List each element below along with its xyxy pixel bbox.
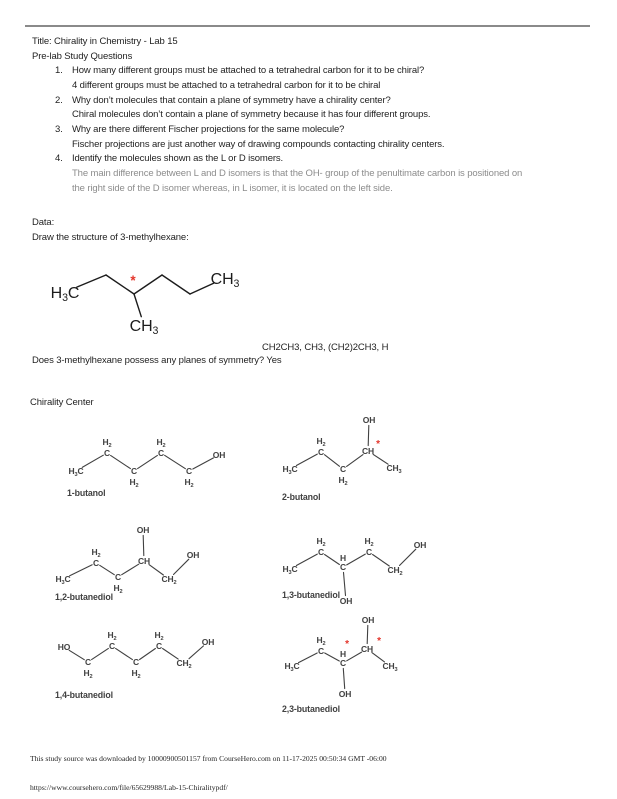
svg-text:C: C (185, 466, 193, 477)
structure-1-2-butanediol (55, 520, 255, 609)
svg-text:CH3: CH3 (382, 661, 398, 673)
svg-text:H2: H2 (316, 536, 326, 548)
molecule-drawing (275, 408, 460, 506)
svg-text:H2: H2 (83, 668, 93, 680)
molecule-drawing (275, 608, 465, 722)
svg-text:H3C: H3C (68, 466, 84, 478)
answer-text: Fischer projections are just another way of drawing compounds contacting chirality centers. (72, 138, 445, 150)
svg-text:OH: OH (186, 550, 200, 561)
svg-text:H3C: H3C (282, 464, 298, 476)
svg-text:H2: H2 (102, 437, 112, 449)
svg-text:C: C (108, 641, 116, 652)
svg-text:C: C (339, 658, 347, 669)
molecule-drawing (40, 252, 280, 348)
prelab-section (32, 35, 577, 196)
svg-text:OH: OH (136, 525, 150, 536)
svg-text:OH: OH (413, 540, 427, 551)
svg-text:C: C (130, 466, 138, 477)
structure-2-butanol (275, 408, 460, 509)
svg-text:H: H (339, 649, 347, 660)
svg-text:H2: H2 (129, 477, 139, 489)
svg-text:H3C: H3C (282, 564, 298, 576)
structure-label: 2,3-butanediol (282, 704, 340, 714)
svg-text:C: C (92, 558, 100, 569)
question-text: How many different groups must be attached to a tetrahedral carbon for it to be chiral? (72, 65, 425, 77)
svg-text:H2: H2 (156, 437, 166, 449)
svg-text:C: C (317, 547, 325, 558)
svg-text:C: C (84, 657, 92, 668)
question-item (32, 152, 577, 196)
svg-text:H2: H2 (154, 630, 164, 642)
answer-text: 4 different groups must be attached to a tetrahedral carbon for it to be chiral (72, 79, 381, 91)
svg-text:H2: H2 (316, 635, 326, 647)
question-number: 1. (55, 65, 63, 77)
question-text: Why are there different Fischer projections for the same molecule? (72, 123, 345, 135)
structure-label: 1-butanol (67, 488, 106, 498)
question-number: 4. (55, 153, 63, 165)
svg-text:C: C (114, 572, 122, 583)
answer-text: Chiral molecules don’t contain a plane of symmetry because it has four different groups. (72, 109, 431, 121)
svg-text:CH3: $CH_3$ (210, 270, 240, 290)
svg-text:C: C (317, 447, 325, 458)
structure-3-methylhexane (40, 252, 280, 351)
svg-text:C: C (365, 547, 373, 558)
prelab-heading: Pre-lab Study Questions (32, 50, 133, 62)
structure-label: 1,2-butanediol (55, 592, 113, 602)
download-attribution: This study source was downloaded by 10000900501157 from CourseHero.com on 11-17-2025 00:50:34 GMT -06:00 (30, 754, 387, 763)
question-number: 3. (55, 123, 63, 135)
svg-text:C: C (339, 464, 347, 475)
svg-text:H2: H2 (91, 547, 101, 559)
document-title: Title: Chirality in Chemistry - Lab 15 (32, 36, 178, 47)
svg-text:CH3: $CH_3$ (129, 317, 159, 337)
answer-text: The main difference between L and D isomers is that the OH- group of the penultimate carbon is positioned on the right side of the D isomer whereas, in L isomer, it is located on the left side. (72, 167, 523, 194)
svg-text:H2: H2 (316, 436, 326, 448)
svg-text:CH2: CH2 (387, 565, 403, 577)
svg-text:H3C: H3C (55, 574, 71, 586)
substituent-list: CH2CH3, CH3, (CH2)2CH3, H (262, 342, 389, 353)
svg-text:H2: H2 (107, 630, 117, 642)
svg-text:OH: OH (212, 450, 226, 461)
svg-text:OH: OH (339, 596, 353, 607)
question-text: Identify the molecules shown as the L or D isomers. (72, 153, 284, 165)
structure-1-3-butanediol (275, 525, 475, 613)
svg-text:CH: CH (137, 556, 151, 567)
molecule-drawing (55, 625, 270, 705)
svg-text:C: C (317, 646, 325, 657)
structure-1-butanol (55, 432, 245, 505)
top-rule (25, 25, 590, 27)
chiral-center-asterisk: * (376, 438, 380, 450)
chiral-center-asterisk: * (377, 635, 381, 647)
chiral-center-asterisk: * (345, 638, 349, 650)
svg-text:CH3: CH3 (386, 463, 402, 475)
data-heading: Data: (32, 217, 55, 228)
structure-label: 1,4-butanediol (55, 690, 113, 700)
svg-text:C: C (155, 641, 163, 652)
svg-text:H2: H2 (184, 477, 194, 489)
symmetry-question: Does 3-methylhexane possess any planes of symmetry? Yes (32, 355, 282, 366)
draw-prompt: Draw the structure of 3-methylhexane: (32, 231, 189, 243)
question-item (32, 94, 577, 123)
chiral-center-asterisk: * (130, 272, 136, 288)
question-text: Why don’t molecules that contain a plane of symmetry have a chirality center? (72, 94, 391, 106)
svg-text:CH: CH (361, 446, 375, 457)
molecule-drawing (275, 525, 475, 610)
data-section (32, 216, 532, 245)
svg-text:HO: HO (57, 642, 71, 653)
svg-text:OH: OH (361, 615, 375, 626)
svg-text:C: C (339, 562, 347, 573)
svg-text:H: H (339, 553, 347, 564)
svg-text:H2: H2 (338, 475, 348, 487)
svg-text:H3C: $H_3C$ (50, 284, 80, 304)
structure-2-3-butanediol (275, 608, 465, 725)
svg-text:H3C: H3C (284, 661, 300, 673)
question-item (32, 64, 577, 93)
svg-text:C: C (157, 448, 165, 459)
svg-text:H2: H2 (364, 536, 374, 548)
svg-text:OH: OH (338, 689, 352, 700)
chirality-heading: Chirality Center (30, 397, 94, 408)
structure-label: 1,3-butanediol (282, 590, 340, 600)
question-number: 2. (55, 94, 63, 106)
svg-text:C: C (103, 448, 111, 459)
svg-text:CH2: CH2 (161, 574, 177, 586)
svg-text:OH: OH (201, 637, 215, 648)
svg-text:OH: OH (362, 415, 376, 426)
svg-text:CH: CH (360, 644, 374, 655)
molecule-drawing (55, 520, 255, 606)
question-item (32, 123, 577, 152)
structure-label: 2-butanol (282, 492, 321, 502)
svg-text:CH2: CH2 (176, 658, 192, 670)
molecule-drawing (55, 432, 245, 502)
source-url[interactable]: https://www.coursehero.com/file/65629988/Lab-15-Chiralitypdf/ (30, 783, 228, 792)
svg-text:H2: H2 (131, 668, 141, 680)
svg-text:H2: H2 (113, 583, 123, 595)
structure-1-4-butanediol (55, 625, 270, 708)
svg-text:C: C (132, 657, 140, 668)
